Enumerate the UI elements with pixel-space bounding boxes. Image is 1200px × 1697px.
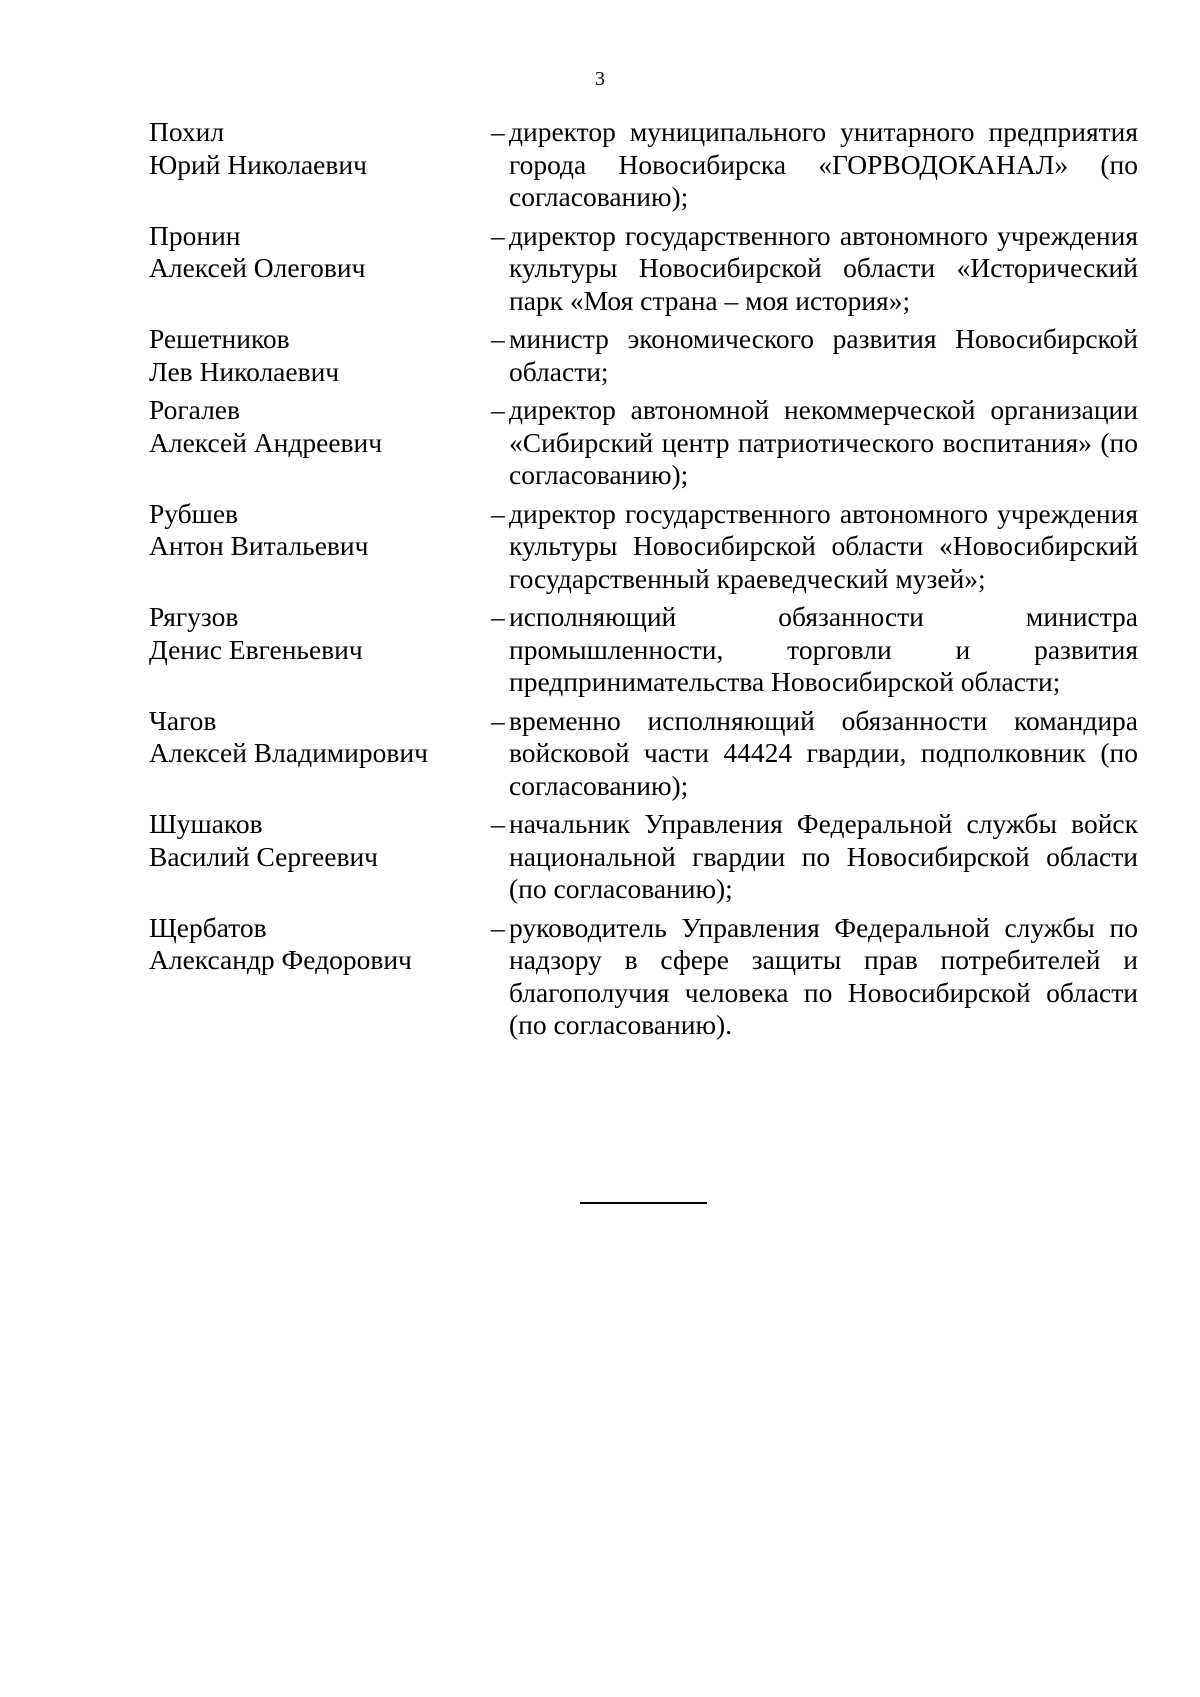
member-name [149, 808, 489, 906]
member-name [149, 394, 489, 492]
member-surname: Щербатов [149, 911, 267, 943]
member-name [149, 912, 489, 1042]
member-surname: Решетников [149, 323, 290, 354]
member-entry [149, 498, 1138, 596]
member-surname: Похил [149, 116, 225, 147]
member-entry [149, 601, 1138, 699]
page-number: 3 [595, 68, 605, 90]
dash: – [491, 323, 505, 354]
member-entry [149, 323, 1138, 388]
member-name [149, 601, 489, 699]
member-position: исполняющий обязанности министра промышленности, торговли и развития предпринимательства Новосибирской области; [509, 601, 1138, 697]
member-position: временно исполняющий обязанности командира войсковой части 44424 гвардии, подполковник (по согласованию); [509, 704, 1138, 801]
member-position: министр экономического развития Новосибирской области; [509, 323, 1138, 387]
member-surname: Рубшев [149, 497, 239, 529]
member-entry [149, 394, 1138, 492]
dash: – [491, 116, 505, 147]
member-name [149, 220, 489, 318]
dash: – [491, 704, 505, 736]
member-surname: Чагов [149, 704, 217, 736]
member-name [149, 705, 489, 803]
member-given-names: Алексей Владимирович [149, 737, 428, 768]
member-given-names: Василий Сергеевич [149, 840, 378, 872]
member-entry [149, 705, 1138, 803]
dash: – [491, 394, 505, 425]
member-name [149, 498, 489, 596]
member-given-names: Александр Федорович [149, 944, 412, 975]
member-name [149, 323, 489, 388]
member-position: директор государственного автономного учреждения культуры Новосибирской области «Исторический парк «Моя страна – моя история»; [509, 219, 1138, 316]
member-surname: Рягузов [149, 601, 239, 632]
member-entry [149, 912, 1138, 1042]
dash: – [491, 808, 505, 839]
member-entry [149, 116, 1138, 214]
member-surname: Рогалев [149, 394, 240, 425]
member-given-names: Юрий Николаевич [149, 148, 367, 180]
member-given-names: Лев Николаевич [149, 355, 340, 387]
member-surname: Пронин [149, 219, 241, 251]
dash: – [491, 497, 505, 529]
member-position: директор автономной некоммерческой организации «Сибирский центр патриотического воспитания» (по согласованию); [509, 394, 1138, 490]
member-position: директор муниципального унитарного предприятия города Новосибирска «ГОРВОДОКАНАЛ» (по согласованию); [509, 116, 1138, 212]
member-given-names: Денис Евгеньевич [149, 633, 363, 665]
dash: – [491, 911, 505, 943]
member-list [149, 116, 1138, 1048]
member-entry [149, 220, 1138, 318]
member-entry [149, 808, 1138, 906]
member-surname: Шушаков [149, 808, 263, 839]
member-name [149, 116, 489, 214]
member-position: руководитель Управления Федеральной службы по надзору в сфере защиты прав потребителей и благополучия человека по Новосибирской области (по согласованию). [509, 911, 1138, 1040]
member-position: директор государственного автономного учреждения культуры Новосибирской области «Новосибирский государственный краеведческий музей»; [509, 497, 1138, 594]
member-position: начальник Управления Федеральной службы войск национальной гвардии по Новосибирской области (по согласованию); [509, 808, 1138, 904]
member-given-names: Алексей Олегович [149, 252, 366, 283]
member-given-names: Алексей Андреевич [149, 426, 383, 458]
dash: – [491, 601, 505, 632]
dash: – [491, 219, 505, 251]
closing-rule [580, 1202, 707, 1204]
member-given-names: Антон Витальевич [149, 530, 369, 561]
